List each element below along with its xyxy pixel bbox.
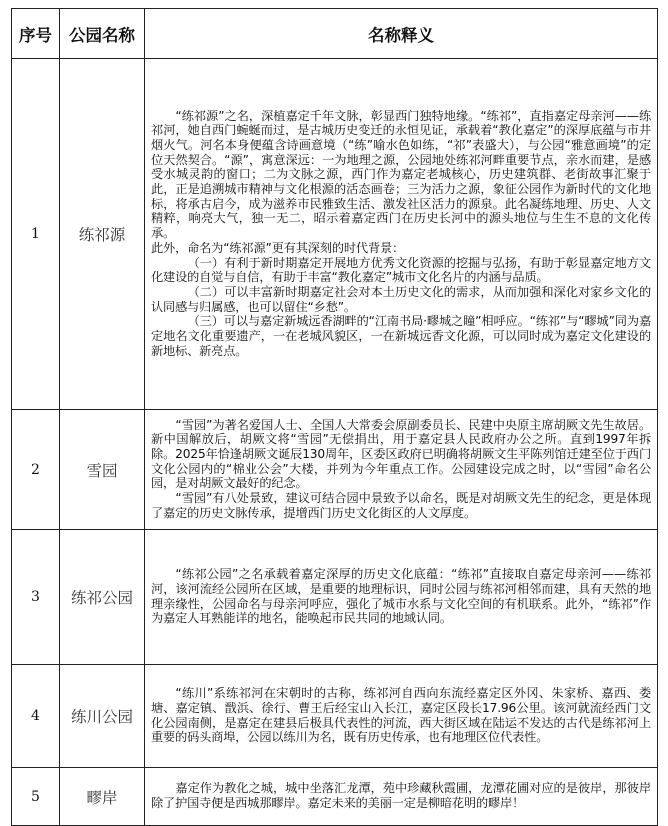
row-number: 4 [12,665,60,768]
name-description [145,59,658,410]
row-number: 5 [12,768,60,826]
name-description [145,768,658,826]
desc-paragraph: （一）有利于新时期嘉定开展地方优秀文化资源的挖掘与弘扬，有助于彰显嘉定地方文化建设的自觉与自信，有助于丰富“教化嘉定”城市文化名片的内涵与品质。 [151,255,651,285]
table-row [12,59,658,410]
desc-paragraph: “雪园”为著名爱国人士、全国人大常委会原副委员长、民建中央原主席胡厥文先生故居。新中国解放后，胡厥文将“雪园”无偿捐出，用于嘉定县人民政府办公之所。直到1997年拆除。2025年恰逢胡厥文诞辰130周年，区委区政府已明确将胡厥文生平陈列馆迁建至位于西门文化公园内的“棉业公会”大楼，并列为今年重点工作。公园建设完成之时，以“雪园”命名公园，是对胡厥文最好的纪念。 [151,417,651,491]
name-description [145,410,658,530]
desc-paragraph: 此外，命名为“练祁源”更有其深刻的时代背景： [151,240,405,255]
header-no: 序号 [12,9,60,59]
header-desc: 名称释义 [145,9,658,59]
table-row [12,768,658,826]
desc-paragraph: （二）可以丰富新时期嘉定社会对本土历史文化的需求，从而加强和深化对家乡文化的认同感与归属感，也可以留住“乡愁”。 [151,284,651,314]
header-name: 公园名称 [60,9,145,59]
park-naming-table [11,8,658,826]
park-name: 雪园 [60,410,145,530]
row-number: 1 [12,59,60,410]
desc-paragraph: “练祁源”之名，深植嘉定千年文脉，彰显西门独特地缘。“练祁”，直指嘉定母亲河——练祁河，她自西门蜿蜒而过，是古城历史变迁的永恒见证，承载着“教化嘉定”的深厚底蕴与市井烟火气。河名本身便蕴含诗画意境（“练”喻水色如练，“祁”表盛大），与公园“雅意画境”的定位天然契合。“源”，寓意深远：一为地理之源，公园地处练祁河畔重要节点，亲水而建，是感受水城灵韵的窗口；二为文脉之源，西门作为嘉定老城核心，历史建筑群、老街故事汇聚于此，正是追溯城市精神与文化根源的活态画卷；三为活力之源，象征公园作为新时代的文化地标，将承古启今，成为滋养市民雅致生活、激发社区活力的源泉。此名凝练地理、历史、人文精粹，响亮大气，独一无二，昭示着嘉定西门在历史长河中的源头地位与生生不息的文化传承。 [151,108,651,241]
table-row [12,665,658,768]
name-description [145,530,658,665]
row-number: 2 [12,410,60,530]
desc-paragraph: “练川”系练祁河在宋朝时的古称，练祁河自西向东流经嘉定区外冈、朱家桥、嘉西、娄塘、嘉定镇、戬浜、徐行、曹王后经宝山入长江，嘉定区段长17.96公里。该河就流经西门文化公园南侧，是嘉定在建县后极具代表性的河流，西大街区域在陆运不发达的古代是练祁河上重要的码头商埠，公园以练川为名，既有历史传承，也有地理区位代表性。 [151,686,651,745]
desc-paragraph: 嘉定作为教化之城，城中坐落汇龙潭，苑中珍藏秋霞圃，龙潭花圃对应的是彼岸，那彼岸除了护国寺便是西城那疁岸。嘉定未来的美丽一定是柳暗花明的疁岸！ [151,781,651,810]
park-name: 练祁源 [60,59,145,410]
park-name: 练川公园 [60,665,145,768]
name-description [145,665,658,768]
park-name: 疁岸 [60,768,145,826]
desc-paragraph: “雪园”有八处景致，建议可结合园中景致予以命名，既是对胡厥文先生的纪念，更是体现了嘉定的历史文脉传承，提增西门历史文化街区的人文厚度。 [151,491,651,520]
header-row [12,9,658,59]
desc-paragraph: “练祁公园”之名承载着嘉定深厚的历史文化底蕴：“练祁”直接取自嘉定母亲河——练祁河，该河流经公园所在区域，是重要的地理标识，同时公园与练祁河相邻而建，具有天然的地理亲缘性，公园命名与母亲河呼应，强化了城市水系与文化空间的有机联系。此外，“练祁”作为嘉定人耳熟能详的地名，能唤起市民共同的地域认同。 [151,567,651,626]
desc-paragraph: （三）可以与嘉定新城远香湖畔的“江南书局·疁城之瞳”相呼应。“练祁”与“疁城”同为嘉定地名文化重要遗产，一在老城风貌区，一在新城远香文化源，可以同时成为嘉定文化建设的新地标、新亮点。 [151,314,651,358]
row-number: 3 [12,530,60,665]
park-name: 练祁公园 [60,530,145,665]
table-row [12,530,658,665]
table-row [12,410,658,530]
